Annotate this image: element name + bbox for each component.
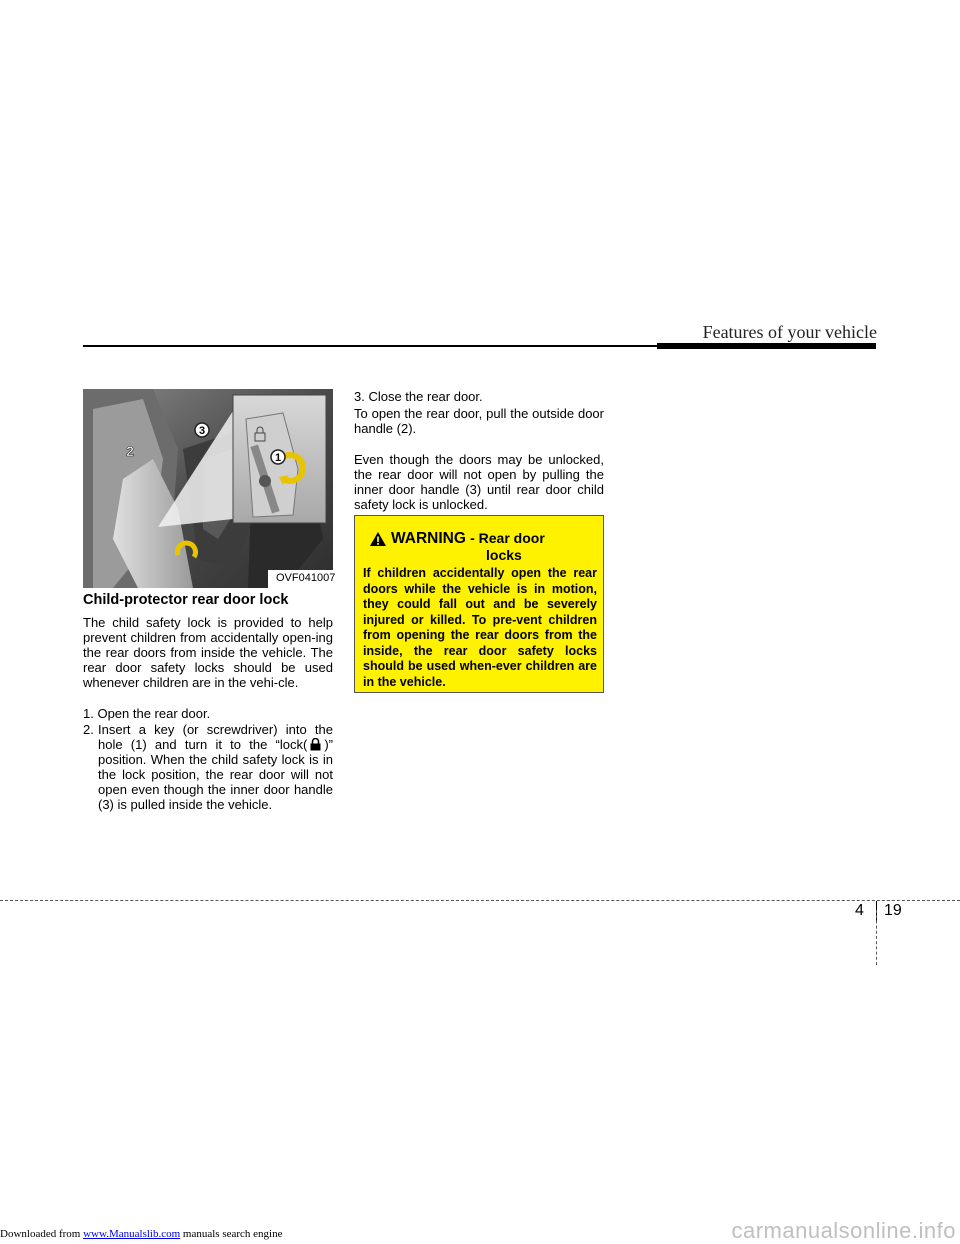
chapter-number: 4 <box>855 902 864 919</box>
callout-3: 3 <box>198 425 206 437</box>
callout-2: 2 <box>126 443 134 459</box>
callout-1: 1 <box>274 452 282 464</box>
footer-suffix: manuals search engine <box>180 1228 283 1240</box>
outside-handle-paragraph: To open the rear door, pull the outside door handle (2). <box>354 406 604 436</box>
warning-subtitle-line2: locks <box>486 547 522 563</box>
warning-label: WARNING <box>391 530 466 547</box>
step-2-text-part1: Insert a key (or screwdriver) into the hole (1) and turn it to the “lock( <box>98 722 333 752</box>
door-lock-illustration <box>83 389 333 588</box>
warning-text: If children accidentally open the rear doors while the vehicle is in motion, they could fall out and be severely injured or killed. To pre-vent children from opening the rear doors from the inside, the rear door safety locks should be used when-ever children are in the vehicle. <box>363 566 597 689</box>
warning-triangle-icon <box>369 531 387 552</box>
footer-prefix: Downloaded from <box>0 1228 84 1240</box>
download-footer <box>0 1228 282 1240</box>
step-3: 3. Close the rear door. <box>354 389 483 404</box>
section-heading: Child-protector rear door lock <box>83 592 289 608</box>
step-1: 1. Open the rear door. <box>83 706 211 721</box>
step-2-text <box>98 722 333 812</box>
warning-title <box>391 530 545 548</box>
inner-handle-paragraph: Even though the doors may be unlocked, the rear door will not open by pulling the inner door handle (3) until rear door child safety lock is unlocked. <box>354 452 604 512</box>
warning-subtitle: - Rear door <box>470 530 545 546</box>
figure-code: OVF041007 <box>273 571 338 585</box>
crop-mark-vertical <box>876 910 877 965</box>
page-number: 19 <box>884 902 902 919</box>
watermark: carmanualsonline.info <box>731 1218 956 1243</box>
crop-line <box>0 900 960 901</box>
warning-box <box>354 515 604 693</box>
step-2-number: 2. <box>83 722 94 737</box>
header-rule-accent <box>657 343 876 349</box>
step-2-text-part2: )” position. When the child safety lock is in the lock position, the rear door will not open even though the inner door handle (3) is pulled inside the vehicle. <box>98 737 333 812</box>
door-lock-drawing <box>83 389 333 588</box>
section-title: Features of your vehicle <box>702 322 877 342</box>
step-2 <box>83 722 333 812</box>
lock-icon <box>309 738 322 751</box>
intro-paragraph: The child safety lock is provided to help prevent children from accidentally open-ing the rear doors from inside the vehicle. The rear door safety locks should be used whenever children are in the vehi-cle. <box>83 615 333 690</box>
manualslib-link[interactable]: www.Manualslib.com <box>83 1228 181 1240</box>
